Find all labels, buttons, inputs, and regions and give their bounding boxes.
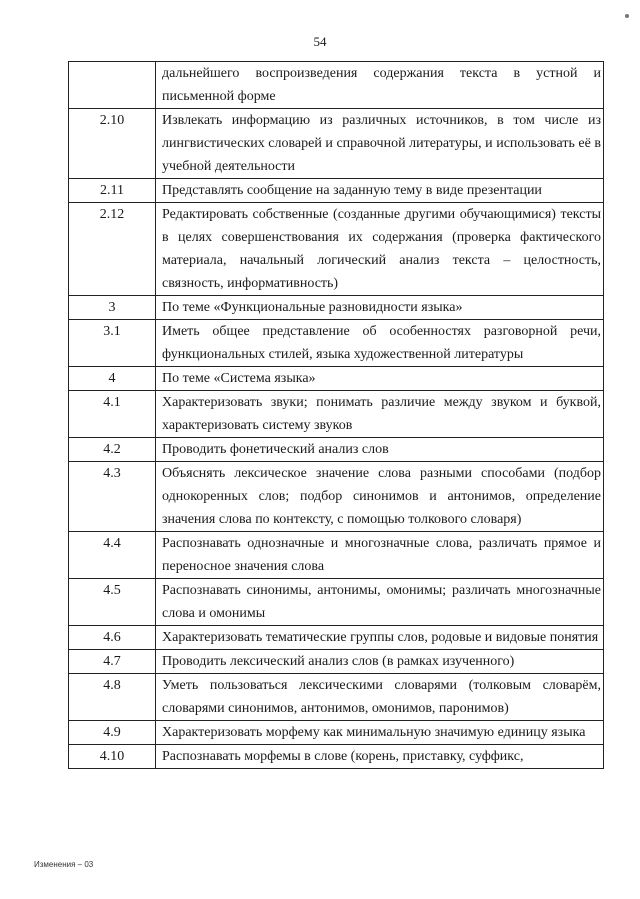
table-row	[69, 109, 604, 179]
table-row	[69, 367, 604, 391]
table-row	[69, 626, 604, 650]
row-number: 3	[69, 296, 156, 320]
row-number: 2.12	[69, 203, 156, 296]
row-number: 4.1	[69, 391, 156, 438]
row-text: Представлять сообщение на заданную тему в виде презентации	[156, 179, 604, 203]
row-number: 4.7	[69, 650, 156, 674]
table-row	[69, 320, 604, 367]
row-number: 4.4	[69, 532, 156, 579]
table-row	[69, 296, 604, 320]
row-text: Характеризовать звуки; понимать различие между звуком и буквой, характеризовать систему звуков	[156, 391, 604, 438]
row-text: Редактировать собственные (созданные другими обучающимися) тексты в целях совершенствования их содержания (проверка фактического материала, начальный логический анализ текста – целостность, связность, информативность)	[156, 203, 604, 296]
row-number: 4.9	[69, 721, 156, 745]
page-number: 54	[313, 34, 327, 49]
table-row	[69, 721, 604, 745]
row-number: 4.3	[69, 462, 156, 532]
table-body	[69, 62, 604, 769]
row-text: Уметь пользоваться лексическими словарями (толковым словарём, словарями синонимов, антонимов, омонимов, паронимов)	[156, 674, 604, 721]
row-text: Распознавать синонимы, антонимы, омонимы; различать многозначные слова и омонимы	[156, 579, 604, 626]
row-text: По теме «Функциональные разновидности языка»	[156, 296, 604, 320]
row-text: Объяснять лексическое значение слова разными способами (подбор однокоренных слов; подбор синонимов и антонимов, определение значения слова по контексту, с помощью толкового словаря)	[156, 462, 604, 532]
row-text: Распознавать морфемы в слове (корень, приставку, суффикс,	[156, 745, 604, 769]
table-row	[69, 745, 604, 769]
row-number: 4.2	[69, 438, 156, 462]
scan-mark	[625, 14, 629, 18]
table-row	[69, 674, 604, 721]
row-text: Распознавать однозначные и многозначные слова, различать прямое и переносное значения слова	[156, 532, 604, 579]
table-row	[69, 179, 604, 203]
row-text: дальнейшего воспроизведения содержания текста в устной и письменной форме	[156, 62, 604, 109]
row-text: Проводить лексический анализ слов (в рамках изученного)	[156, 650, 604, 674]
row-text: Проводить фонетический анализ слов	[156, 438, 604, 462]
row-number	[69, 62, 156, 109]
row-number: 3.1	[69, 320, 156, 367]
row-number: 4.5	[69, 579, 156, 626]
table-row	[69, 203, 604, 296]
row-number: 4	[69, 367, 156, 391]
row-text: По теме «Система языка»	[156, 367, 604, 391]
row-text: Иметь общее представление об особенностях разговорной речи, функциональных стилей, языка художественной литературы	[156, 320, 604, 367]
requirements-table	[68, 61, 604, 769]
row-number: 2.10	[69, 109, 156, 179]
row-number: 4.10	[69, 745, 156, 769]
row-number: 4.6	[69, 626, 156, 650]
table-row	[69, 62, 604, 109]
table-row	[69, 391, 604, 438]
table-row	[69, 579, 604, 626]
row-text: Извлекать информацию из различных источников, в том числе из лингвистических словарей и справочной литературы, и использовать её в учебной деятельности	[156, 109, 604, 179]
row-text: Характеризовать морфему как минимальную значимую единицу языка	[156, 721, 604, 745]
table-row	[69, 532, 604, 579]
row-number: 4.8	[69, 674, 156, 721]
footer-revision: Изменения – 03	[34, 860, 94, 869]
row-number: 2.11	[69, 179, 156, 203]
table-row	[69, 462, 604, 532]
table-row	[69, 438, 604, 462]
row-text: Характеризовать тематические группы слов, родовые и видовые понятия	[156, 626, 604, 650]
table-row	[69, 650, 604, 674]
